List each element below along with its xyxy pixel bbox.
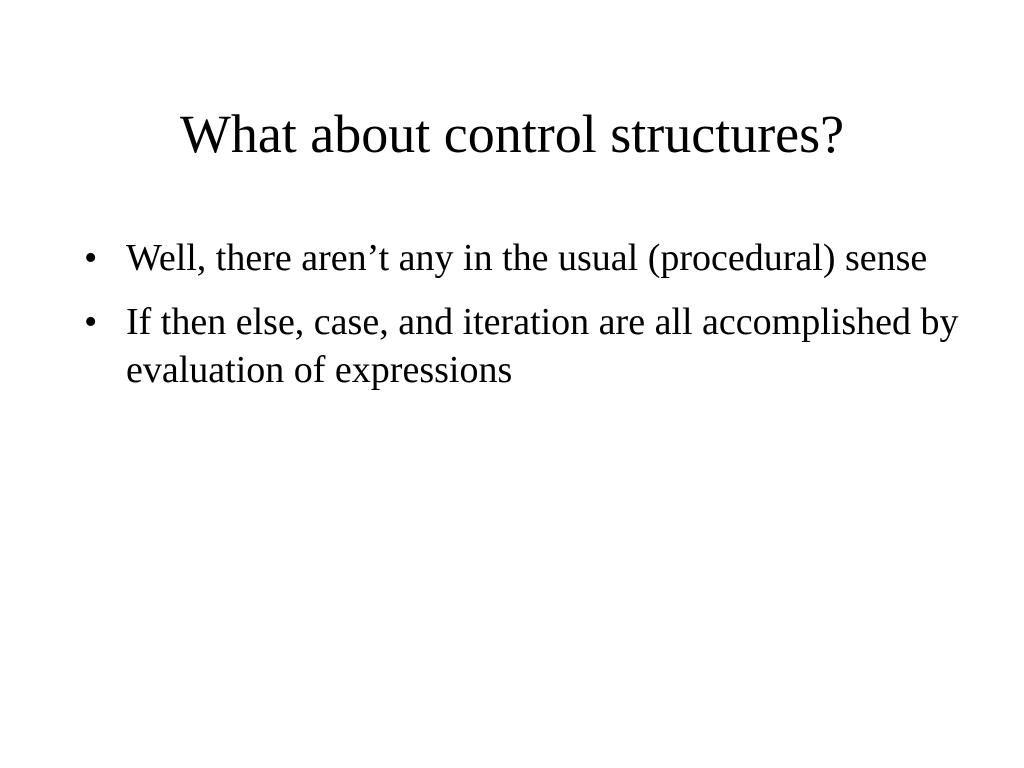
bullet-item [84,234,964,282]
bullet-text: If then else, case, and iteration are all accomplished by evaluation of expressions [126,301,959,391]
slide-title: What about control structures? [179,104,845,164]
bullet-item [84,298,964,394]
bullet-list [84,234,964,410]
bullet-text: Well, there aren’t any in the usual (procedural) sense [126,237,928,279]
bullet-marker: • [84,237,98,279]
bullet-marker: • [84,301,98,343]
